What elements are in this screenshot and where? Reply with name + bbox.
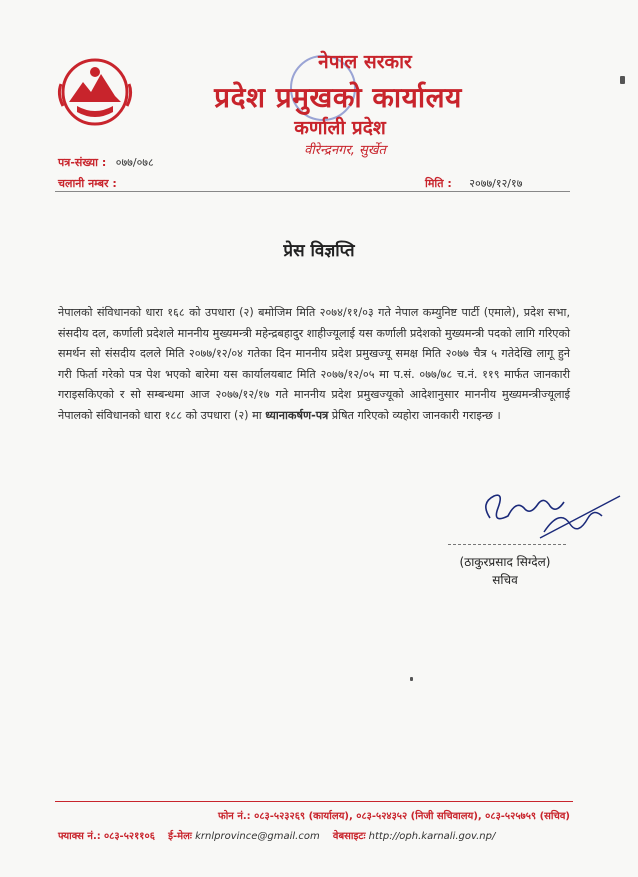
body-text	[58, 303, 570, 427]
province-name: कर्णाली प्रदेश	[294, 117, 386, 139]
website-label: वेबसाइटः	[332, 831, 366, 842]
letter-number	[58, 155, 154, 170]
fax-label: फ्याक्स नं.:	[58, 831, 101, 842]
signature-line	[448, 544, 566, 545]
date-label: मिति :	[425, 177, 452, 190]
date	[425, 176, 522, 191]
body-bold-term: ध्यानाकर्षण-पत्र	[265, 408, 329, 422]
body-text-part: प्रेषित गरिएको व्यहोरा जानकारी गराइन्छ ।	[328, 408, 501, 422]
speck	[410, 677, 413, 681]
signer-title: सचिव	[492, 573, 518, 587]
footer-phones: फोन नं.: ०८३-५२३२६९ (कार्यालय), ०८३-५२४३५२ (निजी सचिवालय), ०८३-५२५७५९ (सचिव)	[218, 811, 570, 822]
signature-icon	[470, 478, 630, 548]
footer-divider	[55, 801, 573, 802]
nepal-emblem-icon	[55, 54, 135, 128]
signer-name: (ठाकुरप्रसाद सिग्देल)	[459, 555, 551, 569]
dispatch-number-label: चलानी नम्बर :	[58, 177, 117, 190]
speck	[620, 76, 625, 84]
meta-divider	[55, 191, 570, 192]
office-name: प्रदेश प्रमुखको कार्यालय	[214, 81, 462, 114]
body-text-part: नेपालको संविधानको धारा १६८ को उपधारा (२) बमोजिम मिति २०७४/११/०३ गते नेपाल कम्युनिष्ट पार्टी (एमाले), प्रदेश सभा, संसदीय दल, कर्णाली प्रदेशले माननीय मुख्यमन्त्री महेन्द्रबहादुर शाहीज्यूलाई यस कर्णाली प्रदेशको मुख्यमन्त्री पदको लागि गरिएको समर्थन सो संसदीय दलले मिति २०७७/१२/०४ गतेका दिन माननीय प्रदेश प्रमुखज्यू समक्ष मिति २०७७ चैत्र ५ गतेदेखि लागू हुने गरी फिर्ता गरेको पत्र पेश भएको बारेमा यस कार्यालयबाट मिति २०७७/१२/०५ मा प.सं. ०७७/७८ च.नं. ११९ मार्फत जानकारी गराइसकिएको र सो सम्बन्धमा आज २०७७/१२/१७ गते माननीय प्रदेश प्रमुखज्यूको आदेशानुसार माननीय मुख्यमन्त्रीज्यूलाई नेपालको संविधानको धारा १८८ को उपधारा (२) मा	[58, 306, 570, 422]
fax-value: ०८३-५२११०६	[103, 831, 155, 842]
page-title: प्रेस विज्ञप्ति	[283, 241, 355, 261]
date-value: २०७७/१२/१७	[469, 177, 523, 190]
dispatch-number	[58, 176, 117, 191]
email-link[interactable]: krnlprovince@gmail.com	[195, 831, 320, 842]
government-name: नेपाल सरकार	[318, 51, 412, 73]
letter-number-label: पत्र-संख्या :	[58, 156, 107, 169]
email-label: ई-मेलः	[168, 831, 192, 842]
city-name: वीरेन्द्रनगर, सुर्खेत	[304, 143, 386, 158]
letter-number-value: ०७७/०७८	[115, 156, 154, 169]
website-link[interactable]: http://oph.karnali.gov.np/	[368, 831, 496, 842]
footer-contacts	[58, 828, 570, 842]
